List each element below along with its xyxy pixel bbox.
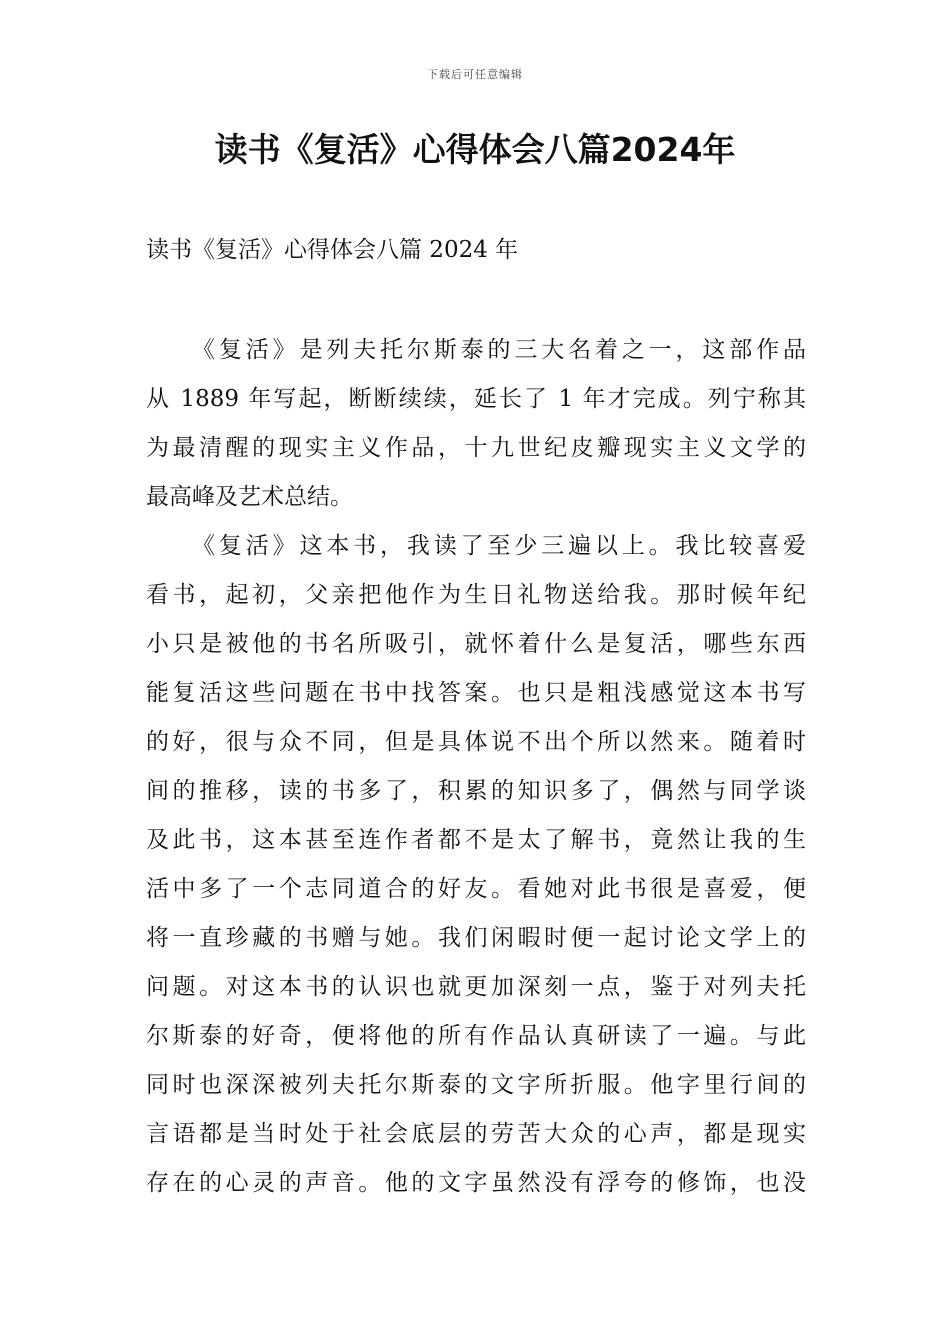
paragraph-line: 的好，很与众不同，但是具体说不出个所以然来。随着时 <box>146 729 806 755</box>
paragraph-line: 能复活这些问题在书中找答案。也只是粗浅感觉这本书写 <box>146 680 806 706</box>
paragraph-line: 尔斯泰的好奇，便将他的所有作品认真研读了一遍。与此 <box>146 1023 806 1049</box>
paragraph-line: 看书，起初，父亲把他作为生日礼物送给我。那时候年纪 <box>146 582 806 608</box>
paragraph-2 <box>146 522 806 1208</box>
document-body <box>146 326 806 1208</box>
paragraph-line: 小只是被他的书名所吸引，就怀着什么是复活，哪些东西 <box>146 631 806 657</box>
paragraph-line: 言语都是当时处于社会底层的劳苦大众的心声，都是现实 <box>146 1121 806 1147</box>
header-note: 下载后可任意编辑 <box>427 68 523 81</box>
paragraph-line: 《复活》这本书，我读了至少三遍以上。我比较喜爱 <box>192 533 806 559</box>
paragraph-line: 活中多了一个志同道合的好友。看她对此书很是喜爱，便 <box>146 876 806 902</box>
document-subtitle: 读书《复活》心得体会八篇 2024 年 <box>146 237 519 263</box>
paragraph-line: 及此书，这本甚至连作者都不是太了解书，竟然让我的生 <box>146 827 806 853</box>
paragraph-line: 从 1889 年写起，断断续续，延长了 1 年才完成。列宁称其 <box>146 386 806 412</box>
paragraph-line: 存在的心灵的声音。他的文字虽然没有浮夸的修饰，也没 <box>146 1170 806 1196</box>
paragraph-1 <box>146 326 806 522</box>
paragraph-line: 最高峰及艺术总结。 <box>146 484 353 510</box>
paragraph-line: 问题。对这本书的认识也就更加深刻一点，鉴于对列夫托 <box>146 974 806 1000</box>
document-title: 读书《复活》心得体会八篇2024年 <box>214 130 736 169</box>
paragraph-line: 间的推移，读的书多了，积累的知识多了，偶然与同学谈 <box>146 778 806 804</box>
paragraph-line: 为最清醒的现实主义作品，十九世纪皮瓣现实主义文学的 <box>146 435 806 461</box>
paragraph-line: 《复活》是列夫托尔斯泰的三大名着之一，这部作品 <box>192 337 806 363</box>
paragraph-line: 将一直珍藏的书赠与她。我们闲暇时便一起讨论文学上的 <box>146 925 806 951</box>
paragraph-line: 同时也深深被列夫托尔斯泰的文字所折服。他字里行间的 <box>146 1072 806 1098</box>
